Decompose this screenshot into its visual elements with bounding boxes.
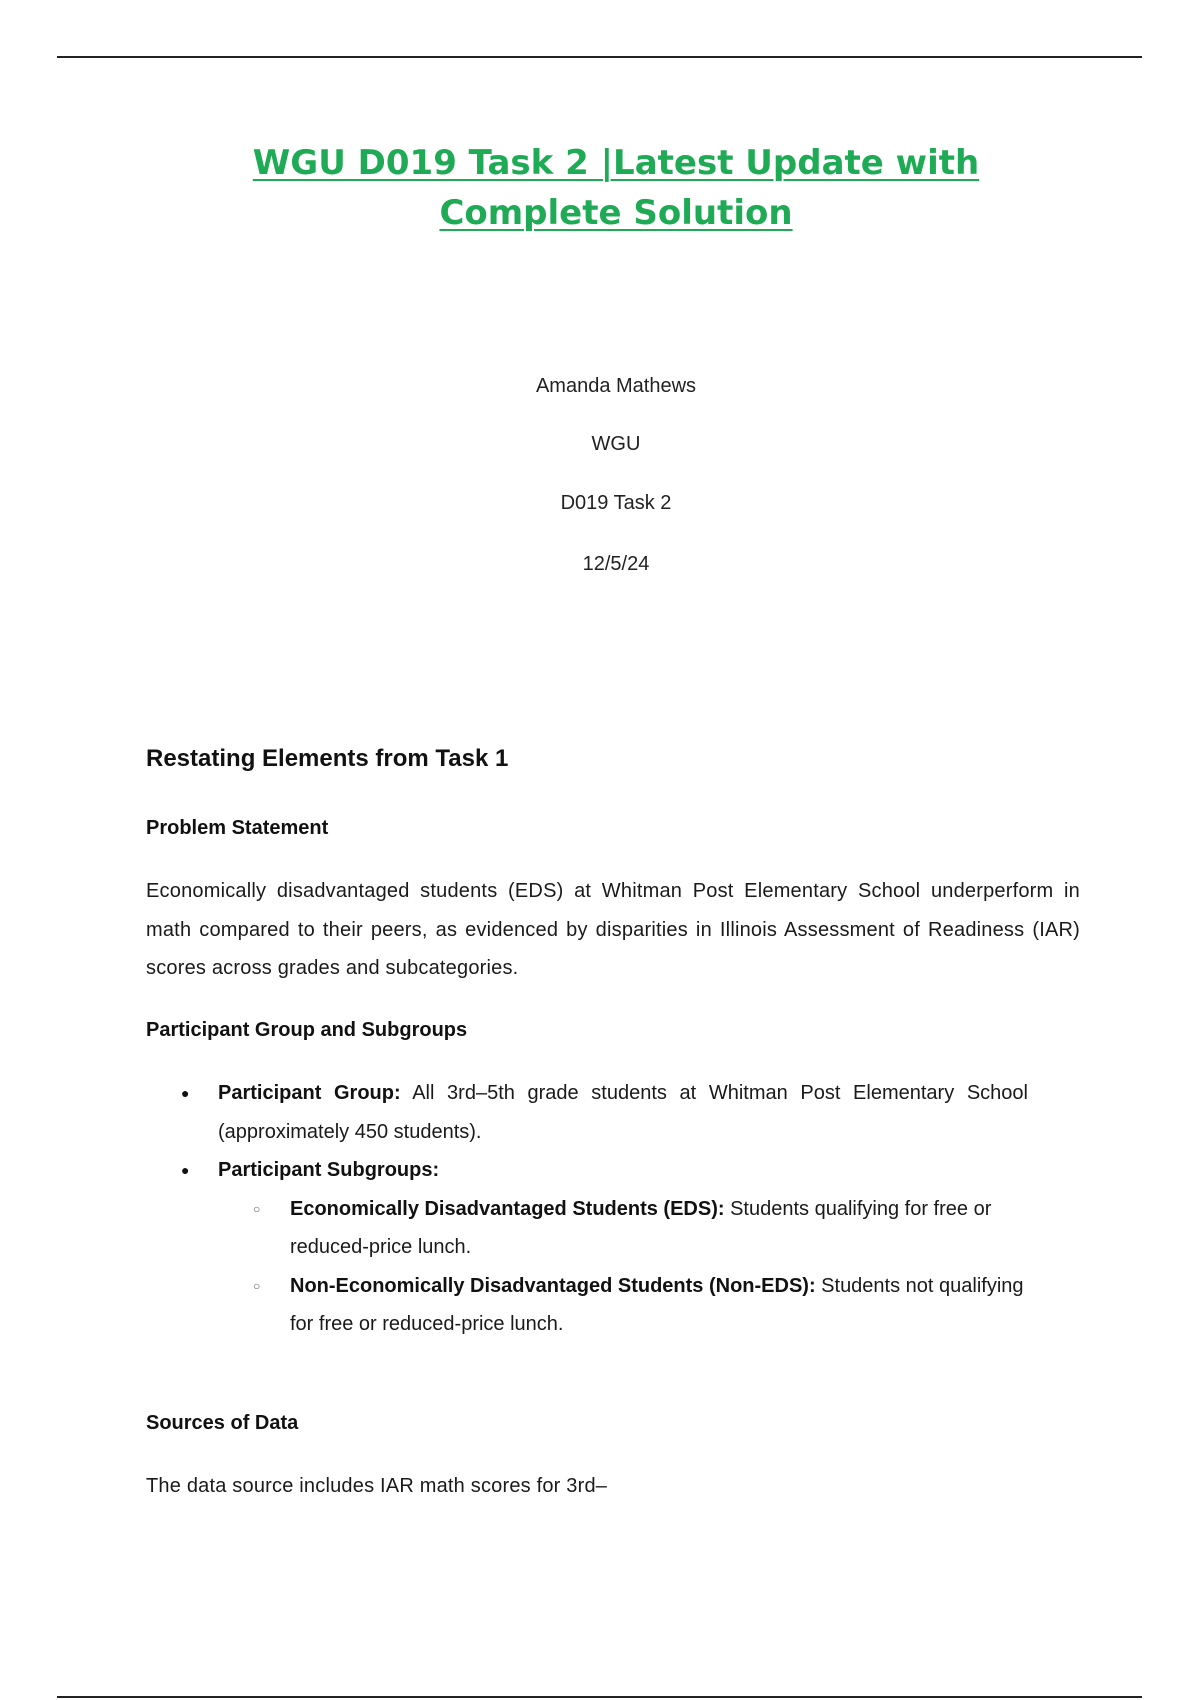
participant-group-item (218, 1074, 1028, 1151)
sources-text: The data source includes IAR math scores for 3rd– (146, 1475, 608, 1497)
subgroup-text: Students qualifying for free or reduced-price lunch. (290, 1197, 992, 1258)
problem-statement-heading: Problem Statement (146, 817, 329, 839)
document-date: 12/5/24 (582, 553, 650, 575)
bullet-icon: ● (181, 1085, 190, 1101)
participant-subgroups-item (218, 1151, 1028, 1190)
subgroup-label: Non-Economically Disadvantaged Students (Non-EDS): (290, 1274, 816, 1297)
list-item (146, 1074, 1080, 1151)
list-item (146, 1151, 1080, 1344)
bullet-icon: ● (181, 1162, 190, 1178)
participant-group-text: All 3rd–5th grade students at Whitman Post Elementary School (approximately 450 students). (218, 1082, 1028, 1143)
problem-statement-text: Economically disadvantaged students (EDS) at Whitman Post Elementary School underperform in math compared to their peers, as evidenced by disparities in Illinois Assessment of Readiness (IAR) scores across grades and subcategories. (146, 880, 1080, 979)
subgroups-list (218, 1190, 1080, 1344)
subgroup-text: Students not qualifying for free or reduced-price lunch. (290, 1274, 1024, 1335)
subgroup-eds (290, 1190, 1050, 1267)
participants-heading: Participant Group and Subgroups (146, 1019, 468, 1041)
school-name: WGU (591, 433, 641, 455)
participant-group-label: Participant Group: (218, 1082, 401, 1104)
participants-list (146, 1074, 1080, 1344)
bottom-rule (57, 1696, 1142, 1698)
subgroup-label: Economically Disadvantaged Students (EDS): (290, 1197, 725, 1220)
circle-bullet-icon: ○ (253, 1201, 261, 1216)
participant-subgroups-label: Participant Subgroups: (218, 1159, 440, 1181)
list-item (218, 1267, 1080, 1344)
top-rule (57, 56, 1142, 58)
author-name: Amanda Mathews (535, 375, 697, 397)
sources-heading: Sources of Data (146, 1412, 299, 1434)
subgroup-non-eds (290, 1267, 1050, 1344)
list-item (218, 1190, 1080, 1267)
document-title: WGU D019 Task 2 |Latest Update with Complete Solution (252, 143, 980, 233)
course-name: D019 Task 2 (560, 492, 672, 514)
section-heading: Restating Elements from Task 1 (146, 745, 509, 772)
circle-bullet-icon: ○ (253, 1278, 261, 1293)
